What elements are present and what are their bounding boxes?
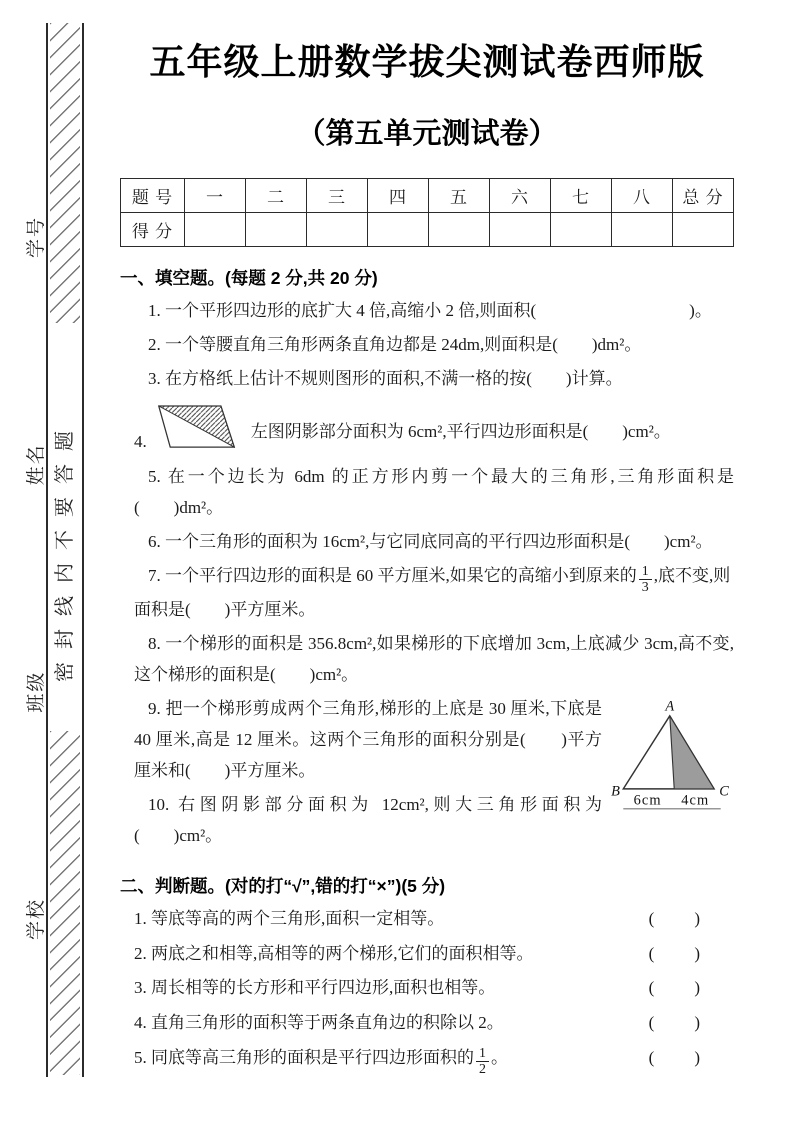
student-number-label: 学号 bbox=[25, 216, 47, 259]
page-subtitle: （第五单元测试卷） bbox=[296, 118, 558, 150]
class-field bbox=[21, 575, 48, 713]
fraction-denominator: 2 bbox=[479, 1062, 486, 1078]
judgment-item-2-text: 2. 两底之和相等,高相等的两个梯形,它们的面积相等。 bbox=[134, 943, 534, 963]
judgment-item-5 bbox=[120, 1043, 734, 1078]
questions-9-10-block bbox=[120, 694, 734, 855]
question-8: 8. 一个梯形的面积是 356.8cm²,如果梯形的下底增加 3cm,上底减少 3cm,高不变,这个梯形的面积是( )cm²。 bbox=[134, 634, 734, 685]
judgment-item-1-text: 1. 等底等高的两个三角形,面积一定相等。 bbox=[134, 908, 445, 928]
triangle-figure bbox=[610, 698, 734, 815]
fraction-numerator: 1 bbox=[639, 564, 652, 580]
question-4 bbox=[134, 403, 734, 456]
section1-heading: 一、填空题。(每题 2 分,共 20 分) bbox=[120, 268, 378, 288]
score-cell bbox=[246, 213, 307, 247]
question-7-text-pre: 7. 一个平行四边形的面积是 60 平方厘米,如果它的高缩小到原来的 bbox=[148, 565, 637, 585]
base-right-measure: 4cm bbox=[681, 792, 710, 809]
question-7 bbox=[120, 561, 734, 627]
fraction-one-third bbox=[639, 564, 652, 596]
judgment-item-3-text: 3. 周长相等的长方形和平行四边形,面积也相等。 bbox=[134, 978, 496, 998]
school-field bbox=[21, 802, 48, 940]
col-3: 三 bbox=[307, 179, 368, 213]
col-5: 五 bbox=[429, 179, 490, 213]
judgment-item-5-text-pre: 5. 同底等高三角形的面积是平行四边形面积的 bbox=[134, 1047, 474, 1067]
seal-hatch-top bbox=[50, 23, 80, 323]
judgment-item-1-answer-slot: ( ) bbox=[648, 908, 702, 928]
score-cell bbox=[673, 213, 734, 247]
student-number-field bbox=[21, 120, 48, 258]
col-4: 四 bbox=[368, 179, 429, 213]
question-3: 3. 在方格纸上估计不规则图形的面积,不满一格的按( )计算。 bbox=[148, 368, 623, 388]
question-1: 1. 一个平形四边形的底扩大 4 倍,高缩小 2 倍,则面积( )。 bbox=[148, 301, 712, 320]
judgment-item-1 bbox=[120, 904, 734, 934]
page-title: 五年级上册数学拔尖测试卷西师版 bbox=[149, 41, 705, 82]
seal-line-band bbox=[46, 23, 84, 1077]
question-4-number: 4. bbox=[134, 431, 147, 451]
col-8: 八 bbox=[612, 179, 673, 213]
question-5: 5. 在一个边长为 6dm 的正方形内剪一个最大的三角形,三角形面积是( )dm²。 bbox=[134, 466, 734, 517]
question-2: 2. 一个等腰直角三角形两条直角边都是 24dm,则面积是( )dm²。 bbox=[148, 334, 642, 354]
score-cell bbox=[429, 213, 490, 247]
school-blank-line bbox=[26, 802, 48, 898]
score-label: 得 分 bbox=[121, 213, 185, 247]
score-cell bbox=[551, 213, 612, 247]
judgment-item-3 bbox=[120, 973, 734, 1003]
fraction-numerator: 1 bbox=[476, 1046, 489, 1062]
fraction-one-half bbox=[476, 1046, 489, 1078]
judgment-item-4 bbox=[120, 1008, 734, 1038]
fraction-denominator: 3 bbox=[641, 580, 649, 596]
seal-hatch-bottom bbox=[50, 731, 80, 1075]
score-table-header-row bbox=[121, 179, 734, 213]
student-number-blank-line bbox=[26, 120, 48, 216]
col-total: 总 分 bbox=[673, 179, 734, 213]
score-table bbox=[120, 178, 734, 247]
parallelogram-figure bbox=[153, 403, 241, 456]
judgment-item-4-text: 4. 直角三角形的面积等于两条直角边的积除以 2。 bbox=[134, 1013, 504, 1033]
triangle-vertex-a-label: A bbox=[665, 698, 675, 715]
score-cell bbox=[307, 213, 368, 247]
score-cell bbox=[612, 213, 673, 247]
col-2: 二 bbox=[246, 179, 307, 213]
triangle-vertex-b-label: B bbox=[611, 783, 620, 800]
question-number-label: 题 号 bbox=[121, 179, 185, 213]
score-cell bbox=[185, 213, 246, 247]
judgment-item-5-text bbox=[134, 1043, 508, 1078]
judgment-item-4-answer-slot: ( ) bbox=[648, 1013, 702, 1033]
judgment-item-3-answer-slot: ( ) bbox=[648, 978, 702, 998]
question-9: 9. 把一个梯形剪成两个三角形,梯形的上底是 30 厘米,下底是 40 厘米,高是 12 厘米。这两个三角形的面积分别是( )平方厘米和( )平方厘米。 bbox=[134, 699, 602, 781]
name-field bbox=[21, 347, 48, 485]
class-label: 班级 bbox=[25, 670, 47, 713]
section2-heading: 二、判断题。(对的打“√”,错的打“×”)(5 分) bbox=[120, 875, 446, 896]
col-7: 七 bbox=[551, 179, 612, 213]
judgment-item-5-answer-slot: ( ) bbox=[648, 1047, 702, 1067]
seal-line-text: 密封线内不要答题 bbox=[54, 418, 76, 682]
col-1: 一 bbox=[185, 179, 246, 213]
question-6: 6. 一个三角形的面积为 16cm²,与它同底同高的平行四边形面积是( )cm²。 bbox=[148, 531, 713, 551]
judgment-item-5-text-post: 。 bbox=[490, 1047, 508, 1067]
parallelogram-svg bbox=[153, 403, 241, 451]
school-label: 学校 bbox=[25, 897, 47, 940]
score-cell bbox=[368, 213, 429, 247]
triangle-svg bbox=[610, 698, 734, 810]
col-6: 六 bbox=[490, 179, 551, 213]
question-10: 10. 右图阴影部分面积为 12cm²,则大三角形面积为( )cm²。 bbox=[134, 795, 602, 845]
base-left-measure: 6cm bbox=[633, 792, 662, 809]
paper-content bbox=[120, 26, 734, 1083]
question-4-text: 左图阴影部分面积为 6cm²,平行四边形面积是( )cm²。 bbox=[250, 421, 671, 441]
score-cell bbox=[490, 213, 551, 247]
judgment-item-2-answer-slot: ( ) bbox=[648, 943, 702, 963]
judgment-item-2 bbox=[120, 939, 734, 969]
score-table-score-row bbox=[121, 213, 734, 247]
name-blank-line bbox=[26, 347, 48, 443]
name-label: 姓名 bbox=[25, 443, 47, 486]
triangle-vertex-c-label: C bbox=[719, 783, 729, 800]
class-blank-line bbox=[26, 575, 48, 671]
question-7-text-post: ,底不变,则面积是( )平方厘米。 bbox=[134, 565, 731, 620]
